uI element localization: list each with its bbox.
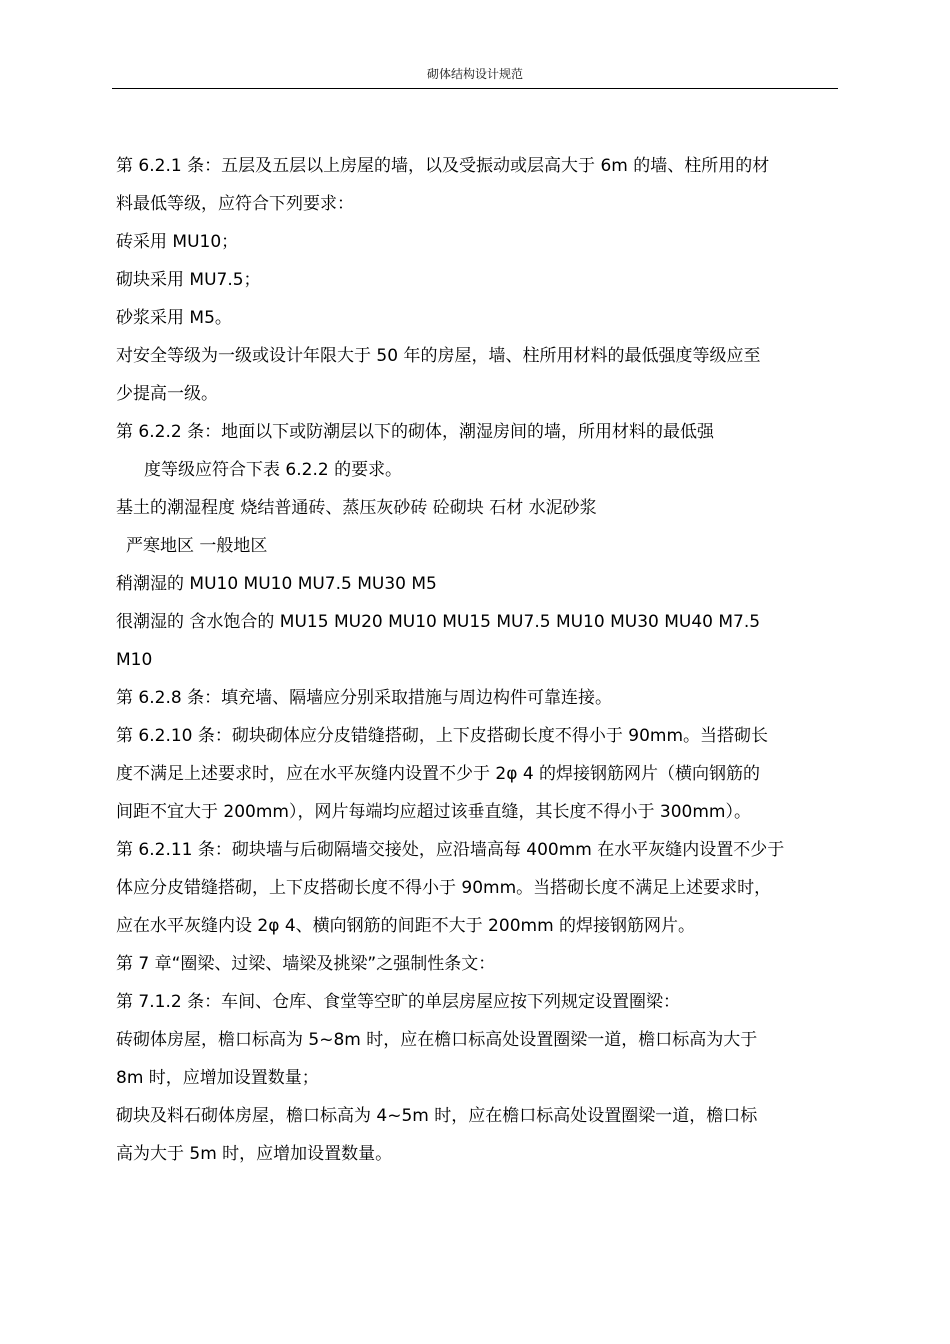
table-row-very-damp: 很潮湿的 含水饱合的 MU15 MU20 MU10 MU15 MU7.5 MU10 MU30 MU40 M7.5 (116, 612, 761, 632)
table-row-slightly-damp: 稍潮湿的 MU10 MU10 MU7.5 MU30 M5 (116, 574, 437, 594)
mortar-requirement: 砂浆采用 M5。 (116, 308, 232, 328)
brick-requirement: 砖采用 MU10； (116, 232, 239, 252)
block-house-ring-beam-line-2: 高为大于 5m 时，应增加设置数量。 (116, 1144, 393, 1164)
clause-6-2-8: 第 6.2.8 条：填充墙、隔墙应分别采取措施与周边构件可靠连接。 (116, 688, 613, 708)
clause-6-2-11-line-1: 第 6.2.11 条：砌块墙与后砌隔墙交接处，应沿墙高每 400mm 在水平灰缝内设置不少于 (116, 840, 785, 860)
clause-6-2-2-line-2: 度等级应符合下表 6.2.2 的要求。 (144, 460, 403, 480)
block-house-ring-beam-line-1: 砌块及料石砌体房屋，檐口标高为 4~5m 时，应在檐口标高处设置圈梁一道，檐口标 (116, 1106, 758, 1126)
clause-6-2-1-line-2: 料最低等级，应符合下列要求： (116, 194, 354, 214)
header-divider (112, 88, 838, 89)
table-subheader-row: 严寒地区 一般地区 (126, 536, 268, 556)
clause-6-2-1-line-1: 第 6.2.1 条：五层及五层以上房屋的墙，以及受振动或层高大于 6m 的墙、柱所用的材 (116, 156, 770, 176)
clause-6-2-10-line-3: 间距不宜大于 200mm），网片每端均应超过该垂直缝，其长度不得小于 300mm）。 (116, 802, 751, 822)
clause-6-2-11-line-3: 应在水平灰缝内设 2φ 4、横向钢筋的间距不大于 200mm 的焊接钢筋网片。 (116, 916, 696, 936)
safety-grade-line-2: 少提高一级。 (116, 384, 218, 404)
clause-7-1-2: 第 7.1.2 条：车间、仓库、食堂等空旷的单层房屋应按下列规定设置圈梁： (116, 992, 681, 1012)
document-body (116, 147, 838, 1173)
clause-6-2-2-line-1: 第 6.2.2 条：地面以下或防潮层以下的砌体，潮湿房间的墙，所用材料的最低强 (116, 422, 715, 442)
page-header-title: 砌体结构设计规范 (426, 67, 523, 81)
clause-6-2-10-line-2: 度不满足上述要求时，应在水平灰缝内设置不少于 2φ 4 的焊接钢筋网片（横向钢筋的 (116, 764, 761, 784)
table-row-very-damp-cont: M10 (116, 650, 153, 670)
clause-6-2-10-line-1: 第 6.2.10 条：砌块砌体应分皮错缝搭砌，上下皮搭砌长度不得小于 90mm。当搭砌长 (116, 726, 769, 746)
block-requirement: 砌块采用 MU7.5； (116, 270, 261, 290)
table-header-row: 基土的潮湿程度 烧结普通砖、蒸压灰砂砖 砼砌块 石材 水泥砂浆 (116, 498, 597, 518)
chapter-7-heading: 第 7 章“圈梁、过梁、墙梁及挑梁”之强制性条文： (116, 954, 496, 974)
brick-house-ring-beam-line-1: 砖砌体房屋，檐口标高为 5~8m 时，应在檐口标高处设置圈梁一道，檐口标高为大于 (116, 1030, 758, 1050)
clause-6-2-11-line-2: 体应分皮错缝搭砌，上下皮搭砌长度不得小于 90mm。当搭砌长度不满足上述要求时， (116, 878, 772, 898)
brick-house-ring-beam-line-2: 8m 时，应增加设置数量； (116, 1068, 319, 1088)
safety-grade-line-1: 对安全等级为一级或设计年限大于 50 年的房屋，墙、柱所用材料的最低强度等级应至 (116, 346, 761, 366)
